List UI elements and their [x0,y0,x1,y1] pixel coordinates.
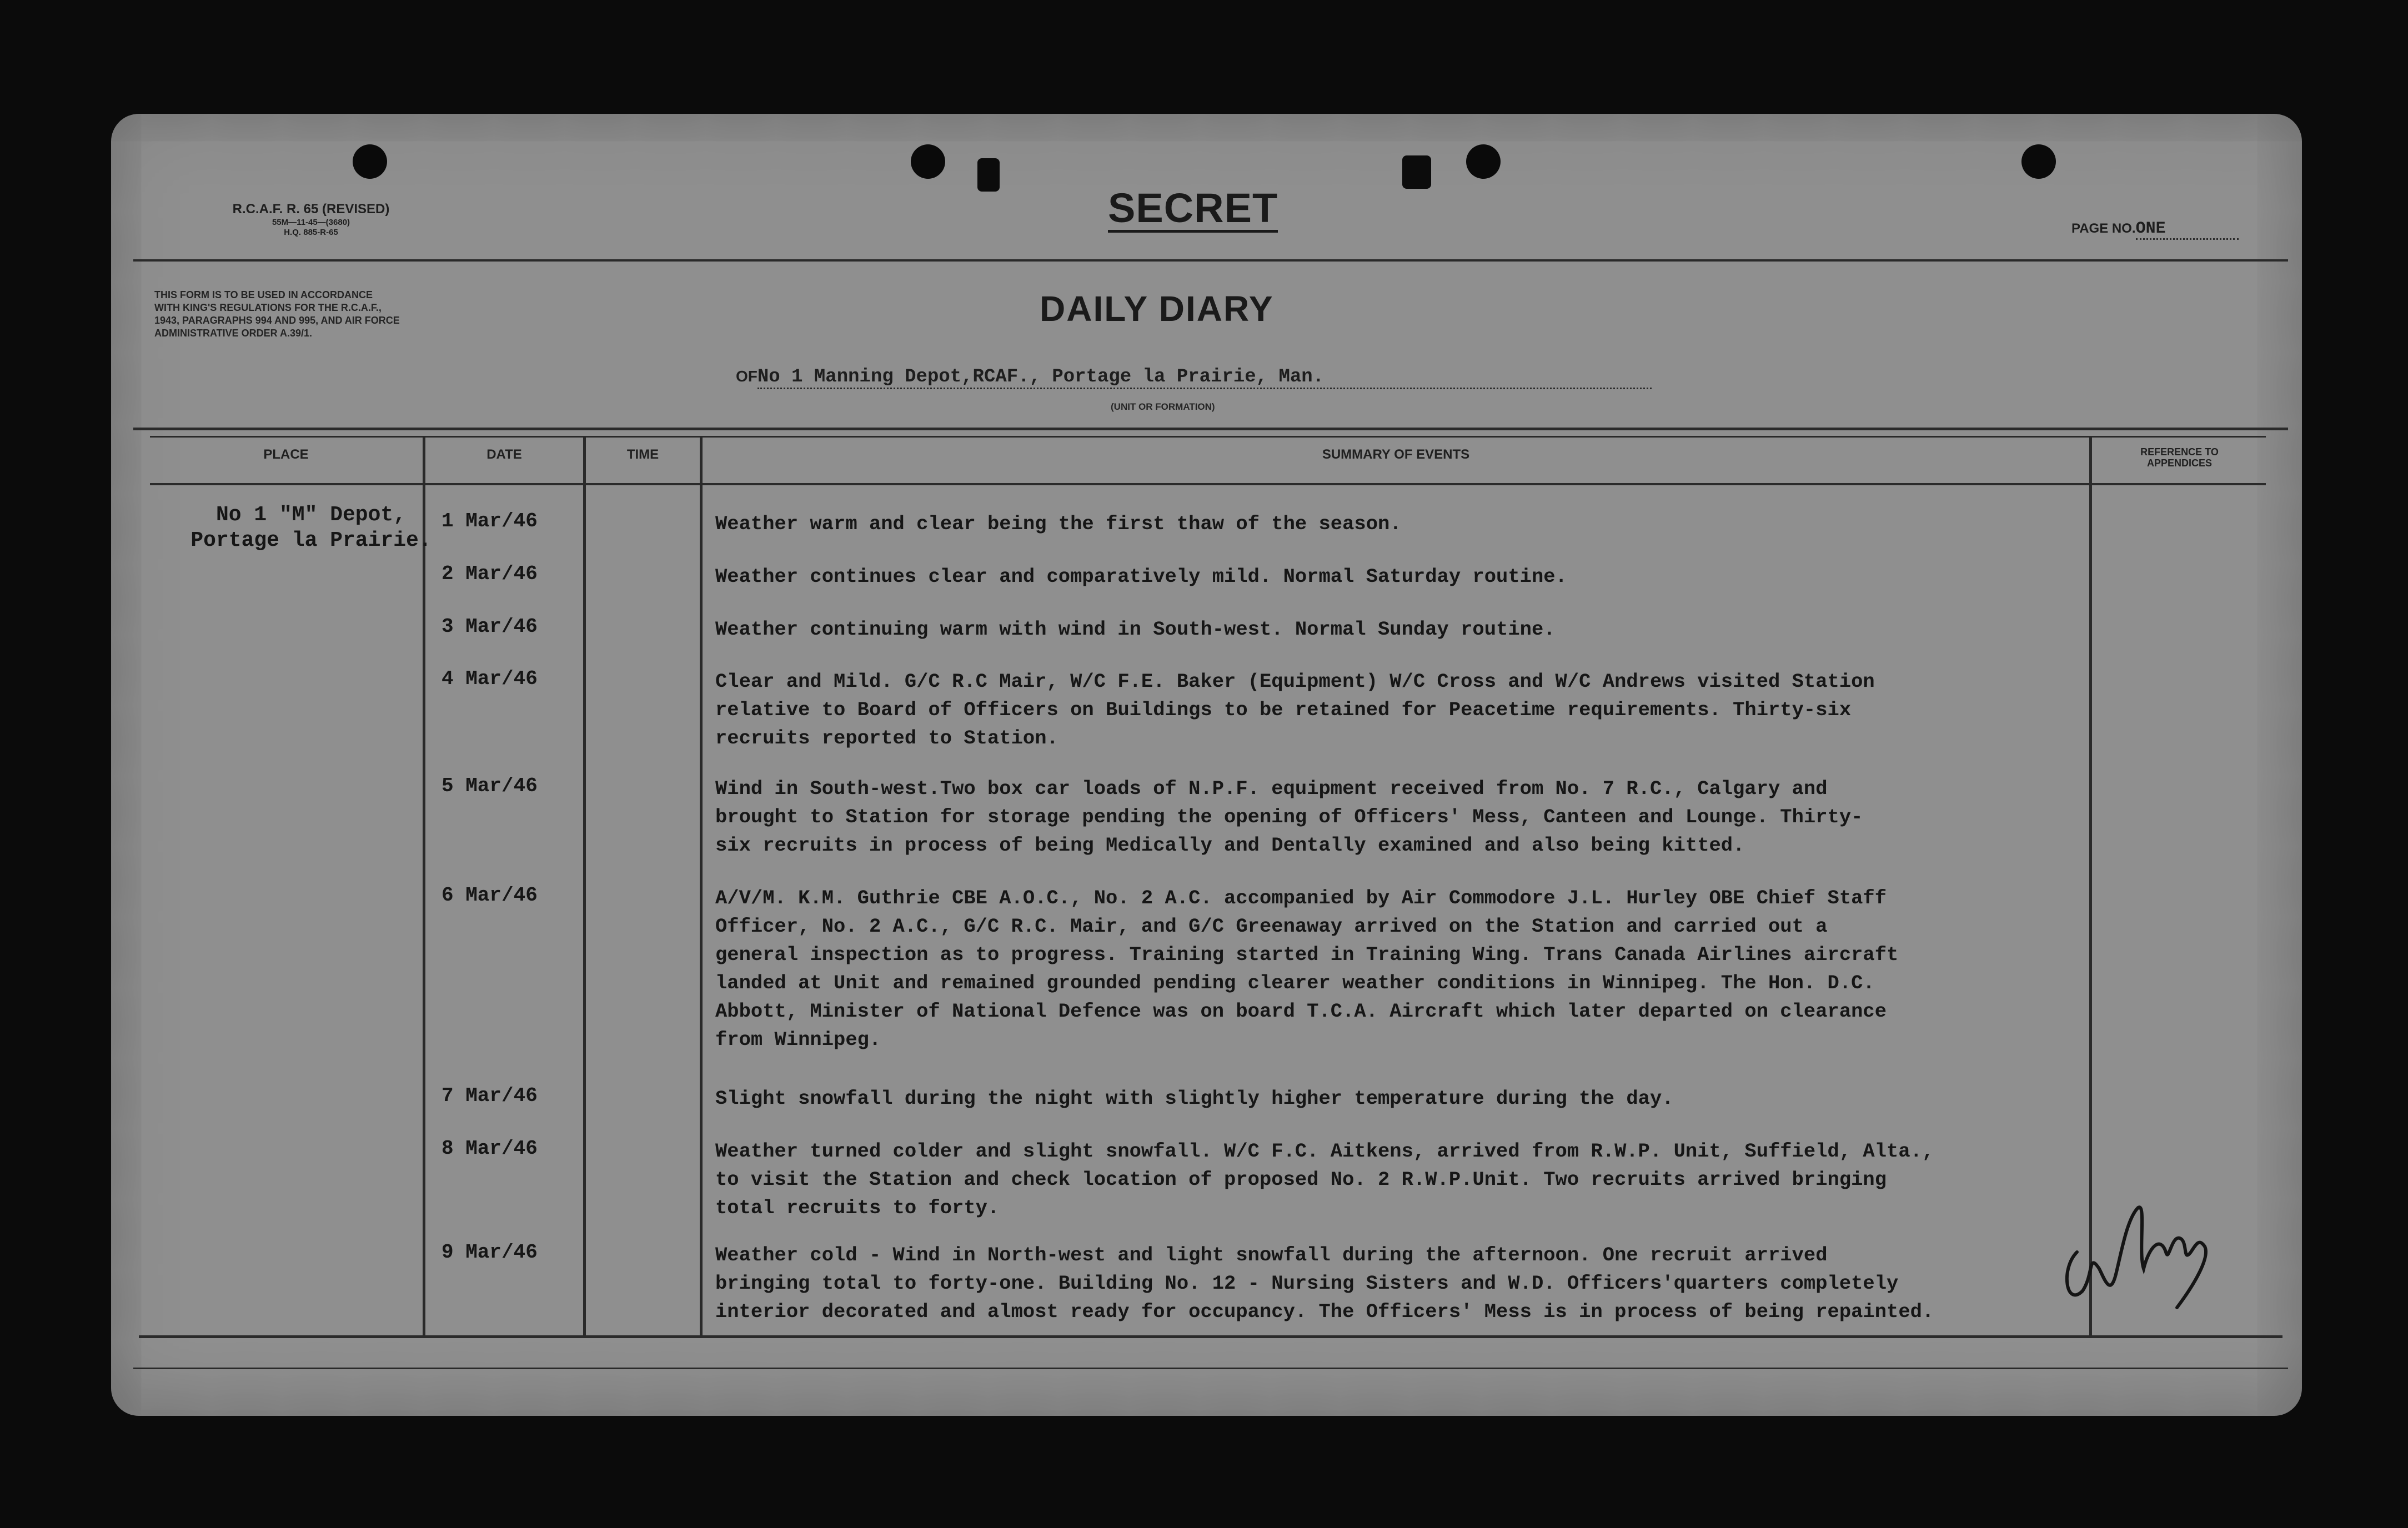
usage-notice: THIS FORM IS TO BE USED IN ACCORDANCE WITH KING'S REGULATIONS FOR THE R.C.A.F., 1943, PARAGRAPHS 994 AND 995, AND AIR FORCE ADMINISTRATIVE ORDER A.39/1. [154,289,400,339]
entry-summary [715,510,2037,538]
summary-line: Wind in South-west.Two box car loads of N.P.F. equipment received from No. 7 R.C., Calgary and [715,777,1828,800]
page-number-label: PAGE NO. [2071,221,2136,236]
form-identifier [167,202,455,238]
table-top-rule-2 [150,436,2266,438]
summary-line: recruits reported to Station. [715,727,1058,750]
summary-line: Weather warm and clear being the first thaw of the season. [715,512,1402,535]
entry-summary [715,775,2037,860]
unit-line [736,366,1652,389]
summary-line: six recruits in process of being Medically and Dentally examined and also being kitted. [715,834,1745,857]
print-code: 55M—11-45—(3680) [272,217,350,227]
summary-line: Weather continuing warm with wind in South-west. Normal Sunday routine. [715,618,1556,641]
column-header-summary: SUMMARY OF EVENTS [1322,447,1470,462]
column-header-place: PLACE [263,447,309,462]
signature-mark [2055,1185,2221,1324]
entry-date: 8 Mar/46 [442,1137,538,1160]
binder-clip-mark [1402,155,1431,189]
summary-line: to visit the Station and check location of proposed No. 2 R.W.P.Unit. Two recruits arrived bringing [715,1168,1887,1191]
column-divider [700,436,703,1335]
hq-reference: H.Q. 885-R-65 [284,227,338,237]
diary-page [111,114,2302,1416]
summary-line: general inspection as to progress. Training started in Training Wing. Trans Canada Airlines aircraft [715,943,1899,966]
summary-line: Weather continues clear and comparatively mild. Normal Saturday routine. [715,565,1567,588]
column-header-time: TIME [626,447,659,462]
summary-line: Abbott, Minister of National Defence was on board T.C.A. Aircraft which later departed on clearance [715,1000,1887,1023]
column-header-date: DATE [486,447,522,462]
entry-summary [715,884,2037,1054]
column-header-reference: REFERENCE TO APPENDICES [2140,446,2219,469]
header-rule [133,259,2288,262]
entry-summary [715,562,2037,591]
summary-line: A/V/M. K.M. Guthrie CBE A.O.C., No. 2 A.C. accompanied by Air Commodore J.L. Hurley OBE Chief Staff [715,887,1887,909]
unit-name: No 1 Manning Depot,RCAF., Portage la Prairie, Man. [757,366,1652,389]
entry-date: 9 Mar/46 [442,1241,538,1264]
summary-line: interior decorated and almost ready for occupancy. The Officers' Mess is in process of being repainted. [715,1300,1934,1323]
entry-date: 5 Mar/46 [442,775,538,797]
summary-line: Slight snowfall during the night with slightly higher temperature during the day. [715,1087,1674,1110]
security-classification: SECRET [1108,188,1278,233]
summary-line: bringing total to forty-one. Building No. 12 - Nursing Sisters and W.D. Officers'quarters completely [715,1272,1899,1295]
binder-clip-mark [977,158,1000,192]
summary-line: relative to Board of Officers on Buildings to be retained for Peacetime requirements. Thirty-six [715,698,1852,721]
punch-hole [2021,144,2056,179]
summary-line: landed at Unit and remained grounded pending clearer weather conditions in Winnipeg. The Hon. D.C. [715,972,1875,994]
entry-date: 2 Mar/46 [442,562,538,585]
entry-summary [715,1241,2037,1326]
table-bottom-rule-2 [133,1368,2288,1369]
summary-line: Weather cold - Wind in North-west and light snowfall during the afternoon. One recruit arrived [715,1244,1828,1266]
entry-summary [715,615,2037,644]
of-label: OF [736,368,757,385]
page-number-value: ONE [2136,219,2239,240]
table-header-rule [150,483,2266,485]
place-line: Portage la Prairie. [190,529,432,553]
place-cell [155,502,466,554]
summary-line: Weather turned colder and slight snowfall. W/C F.C. Aitkens, arrived from R.W.P. Unit, Suffield, Alta., [715,1140,1934,1163]
entry-summary [715,1137,2037,1222]
table-bottom-rule [139,1335,2282,1338]
summary-line: brought to Station for storage pending the opening of Officers' Mess, Canteen and Lounge. Thirty- [715,806,1863,828]
summary-line: Clear and Mild. G/C R.C Mair, W/C F.E. Baker (Equipment) W/C Cross and W/C Andrews visited Station [715,670,1875,693]
form-number: R.C.A.F. R. 65 (REVISED) [232,202,390,217]
column-divider [583,436,586,1335]
summary-line: from Winnipeg. [715,1028,881,1051]
punch-hole [1466,144,1501,179]
entry-date: 7 Mar/46 [442,1084,538,1107]
punch-hole [353,144,387,179]
page-number [2071,219,2239,240]
summary-line: Officer, No. 2 A.C., G/C R.C. Mair, and G/C Greenaway arrived on the Station and carried out a [715,915,1828,938]
entry-date: 4 Mar/46 [442,667,538,690]
unit-caption: (UNIT OR FORMATION) [1111,401,1215,412]
punch-hole [911,144,945,179]
table-top-rule [133,428,2288,430]
form-title: DAILY DIARY [1040,289,1274,329]
summary-line: total recruits to forty. [715,1197,1000,1219]
place-line: No 1 "M" Depot, [215,503,407,527]
entry-date: 6 Mar/46 [442,884,538,907]
entry-summary [715,1084,2037,1113]
entry-date: 1 Mar/46 [442,510,538,532]
entry-date: 3 Mar/46 [442,615,538,638]
entry-summary [715,667,2037,752]
column-divider [423,436,425,1335]
